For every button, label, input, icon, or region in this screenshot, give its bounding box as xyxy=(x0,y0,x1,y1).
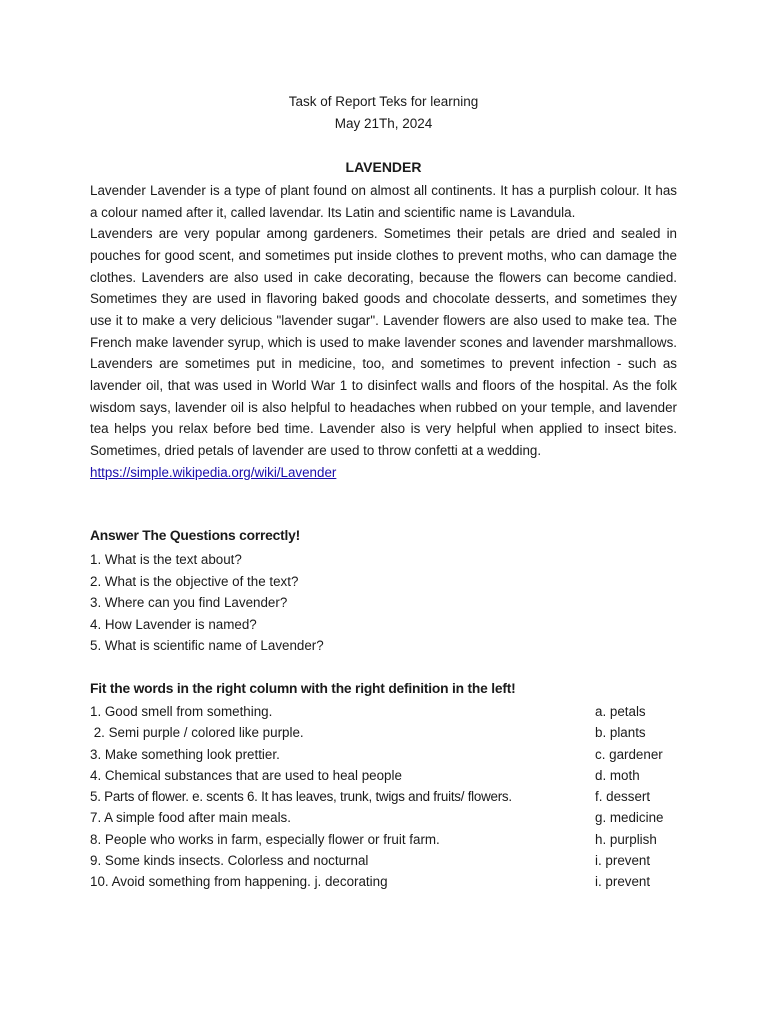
matching-heading: Fit the words in the right column with the right definition in the left! xyxy=(90,681,516,696)
matching-definition: 7. A simple food after main meals. xyxy=(90,810,291,826)
question-item: 2. What is the objective of the text? xyxy=(90,573,299,589)
matching-word: g. medicine xyxy=(595,810,664,826)
matching-definition: 8. People who works in farm, especially flower or fruit farm. xyxy=(90,831,440,847)
header-date-line: May 21Th, 2024 xyxy=(334,116,433,131)
matching-word: i. prevent xyxy=(595,853,651,869)
matching-table xyxy=(90,701,677,893)
paragraph-uses: Lavenders are very popular among gardeners. Sometimes their petals are dried and sealed in pouches for good scent, and sometimes put inside clothes to prevent moths, who can damage the clothes. Lavenders are also used in cake decorating, because the flowers can become candied. Sometimes they are used in flavoring baked goods and chocolate desserts, and sometimes they use it to make a very delicious "lavender sugar". Lavender flowers are also used to make tea. The French make lavender syrup, which is used to make lavender scones and lavender marshmallows. Lavenders are sometimes put in medicine, too, and sometimes to prevent infection - such as lavender oil, that was used in World War 1 to disinfect walls and floors of the hospital. As the folk wisdom says, lavender oil is also helpful to headaches when rubbed on your temple, and lavender tea helps you relax before bed time. Lavender also is very helpful when applied to insect bites. Sometimes, dried petals of lavender are used to throw confetti at a wedding. xyxy=(90,226,677,458)
matching-word: i. prevent xyxy=(595,874,651,890)
matching-word: c. gardener xyxy=(595,746,663,762)
paragraph-intro: Lavender Lavender is a type of plant found on almost all continents. It has a purplish colour. It has a colour named after it, called lavendar. Its Latin and scientific name is Lavandula. xyxy=(90,183,677,220)
question-item: 4. How Lavender is named? xyxy=(90,616,257,632)
matching-definition: 3. Make something look prettier. xyxy=(90,746,280,762)
matching-definition: 1. Good smell from something. xyxy=(90,704,273,719)
matching-row xyxy=(90,744,677,765)
matching-definition: 5. Parts of flower. e. scents 6. It has leaves, trunk, twigs and fruits/ flowers. xyxy=(90,789,512,805)
question-item: 5. What is scientific name of Lavender? xyxy=(90,638,324,654)
matching-definition: 9. Some kinds insects. Colorless and nocturnal xyxy=(90,853,369,869)
header-task-line: Task of Report Teks for learning xyxy=(288,94,479,109)
question-item: 1. What is the text about? xyxy=(90,552,242,567)
matching-definition: 10. Avoid something from happening. j. decorating xyxy=(90,874,388,890)
matching-definition: 2. Semi purple / colored like purple. xyxy=(90,725,304,741)
matching-word: h. purplish xyxy=(595,831,657,847)
matching-row xyxy=(90,807,677,828)
questions-heading: Answer The Questions correctly! xyxy=(90,528,301,543)
matching-word: f. dessert xyxy=(595,789,651,805)
matching-row xyxy=(90,871,677,892)
source-link[interactable]: https://simple.wikipedia.org/wiki/Lavender xyxy=(90,464,337,480)
matching-row xyxy=(90,722,677,743)
matching-row xyxy=(90,786,677,807)
matching-word: b. plants xyxy=(595,725,646,741)
question-item: 3. Where can you find Lavender? xyxy=(90,595,288,611)
matching-row xyxy=(90,765,677,786)
matching-word: d. moth xyxy=(595,767,640,783)
matching-definition: 4. Chemical substances that are used to heal people xyxy=(90,767,402,783)
matching-row xyxy=(90,829,677,850)
matching-word: a. petals xyxy=(595,704,646,719)
matching-row xyxy=(90,850,677,871)
questions-list xyxy=(90,549,324,657)
article-body xyxy=(90,180,677,483)
page-title: LAVENDER xyxy=(345,159,422,175)
matching-row xyxy=(90,701,677,722)
